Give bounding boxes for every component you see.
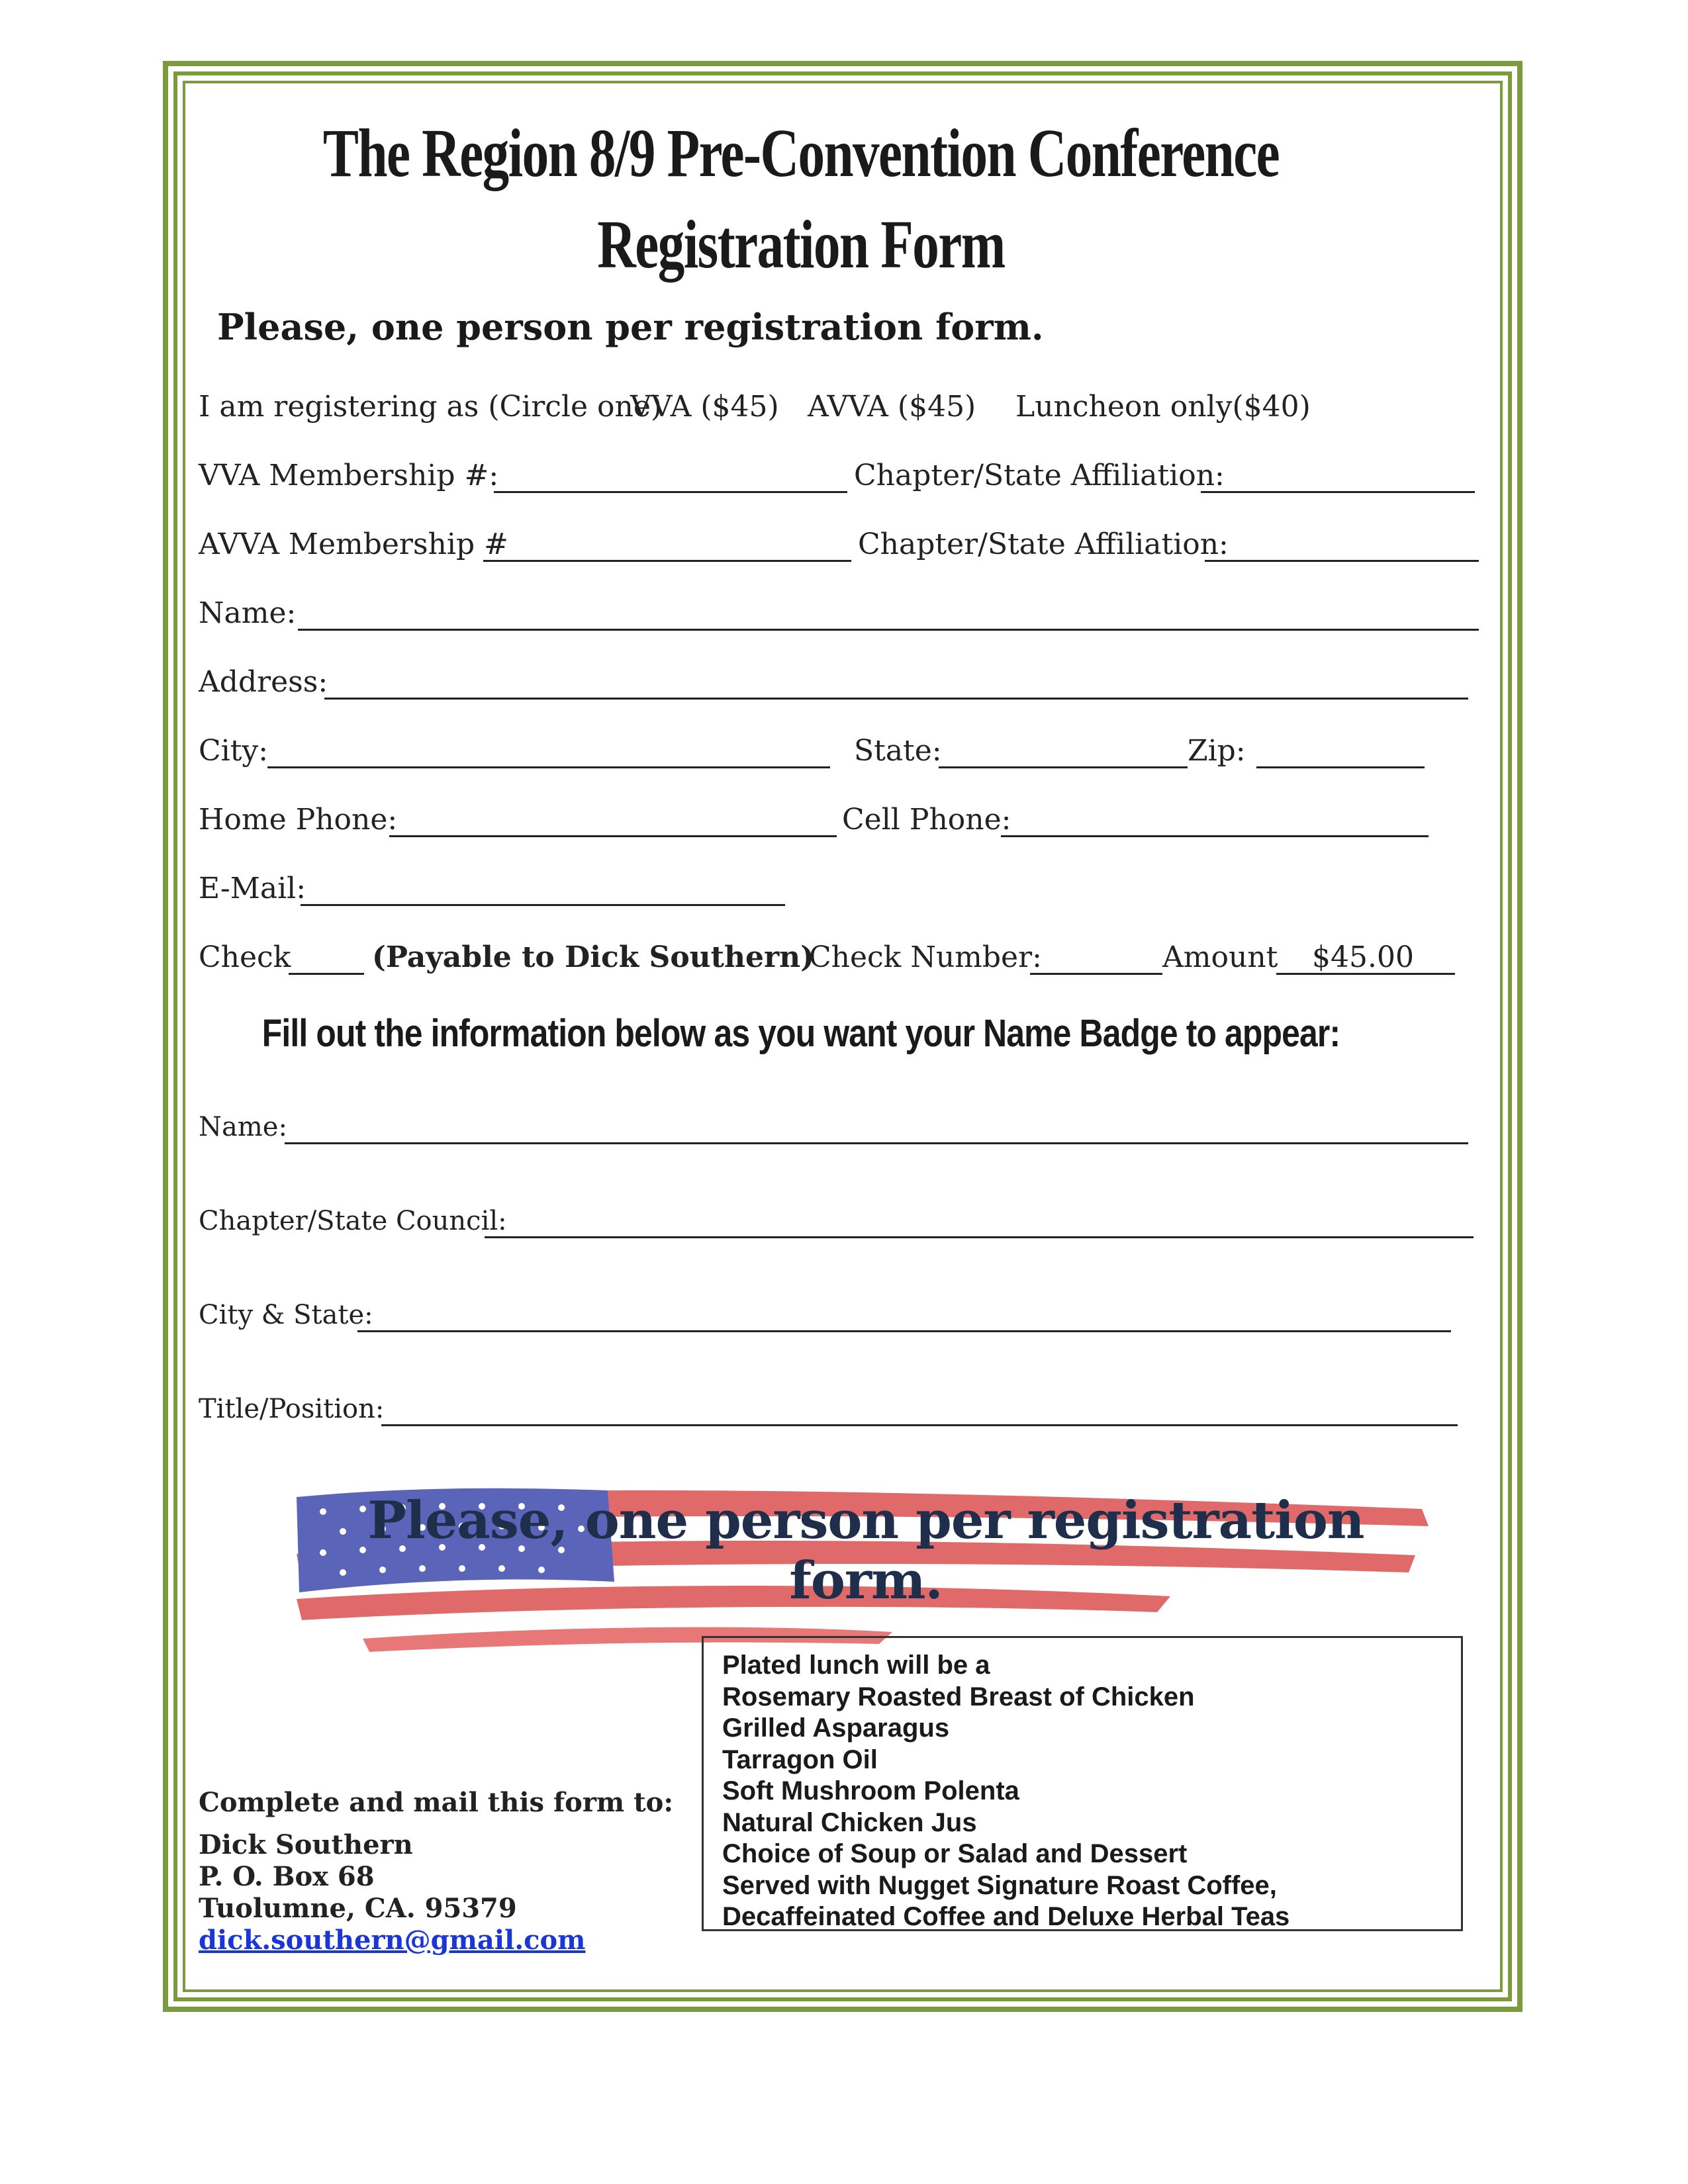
- banner-instruction: Please, one person per registration form.: [367, 1490, 1364, 1611]
- registering-as-label: I am registering as (Circle one): [199, 390, 663, 424]
- address-field[interactable]: [324, 698, 1468, 700]
- payment-row: [199, 934, 1489, 981]
- mailing-city-line: Tuolumne, CA. 95379: [199, 1893, 517, 1924]
- mailing-po-box: P. O. Box 68: [199, 1861, 375, 1892]
- badge-heading: Fill out the information below as you want your Name Badge to appear:: [261, 1012, 1340, 1055]
- home-phone-field[interactable]: [389, 835, 837, 837]
- lunch-menu-line: Natural Chicken Jus: [722, 1807, 977, 1837]
- lunch-menu-line: Grilled Asparagus: [722, 1713, 950, 1743]
- lunch-menu-line: Choice of Soup or Salad and Dessert: [722, 1839, 1188, 1868]
- amount-value: $45.00: [1312, 940, 1414, 974]
- lunch-menu-box: [702, 1636, 1463, 1931]
- lunch-menu-line: Decaffeinated Coffee and Deluxe Herbal Teas: [722, 1902, 1290, 1931]
- badge-city-state-row: [199, 1292, 1489, 1338]
- badge-title-label: Title/Position:: [199, 1394, 385, 1424]
- zip-field[interactable]: [1256, 766, 1425, 768]
- name-row: [199, 590, 1489, 637]
- lunch-menu-line: Served with Nugget Signature Roast Coffee,: [722, 1870, 1277, 1900]
- registering-as-row: [199, 384, 1489, 430]
- badge-name-label: Name:: [199, 1112, 287, 1142]
- vva-membership-row: [199, 453, 1489, 499]
- mailing-heading: Complete and mail this form to:: [199, 1787, 674, 1818]
- mailing-address-block: [199, 1787, 673, 1956]
- city-label: City:: [199, 734, 269, 768]
- badge-city-state-label: City & State:: [199, 1300, 373, 1330]
- lunch-menu-line: Rosemary Roasted Breast of Chicken: [722, 1682, 1195, 1711]
- badge-chapter-field[interactable]: [485, 1236, 1474, 1238]
- check-label: Check: [199, 940, 291, 974]
- lunch-menu-line: Soft Mushroom Polenta: [722, 1776, 1019, 1805]
- avva-membership-row: [199, 522, 1489, 568]
- check-number-field[interactable]: [1030, 973, 1162, 975]
- city-field[interactable]: [267, 766, 830, 768]
- amount-label: Amount: [1162, 940, 1278, 974]
- avva-chapter-affiliation-field[interactable]: [1205, 560, 1479, 562]
- vva-membership-label: VVA Membership #:: [199, 459, 499, 492]
- avva-chapter-affiliation-label: Chapter/State Affiliation:: [858, 527, 1229, 561]
- email-field[interactable]: [301, 904, 785, 906]
- address-row: [199, 659, 1489, 705]
- badge-chapter-row: [199, 1198, 1489, 1244]
- zip-label: Zip:: [1188, 734, 1246, 768]
- vva-chapter-affiliation-label: Chapter/State Affiliation:: [854, 459, 1225, 492]
- option-avva[interactable]: AVVA ($45): [808, 390, 976, 424]
- badge-title-row: [199, 1386, 1489, 1432]
- lunch-menu-line: Plated lunch will be a: [722, 1651, 990, 1680]
- name-field[interactable]: [298, 629, 1479, 631]
- address-label: Address:: [199, 665, 328, 699]
- option-vva[interactable]: VVA ($45): [630, 390, 779, 424]
- badge-name-row: [199, 1104, 1489, 1150]
- cell-phone-field[interactable]: [1001, 835, 1429, 837]
- state-label: State:: [854, 734, 942, 768]
- vva-chapter-affiliation-field[interactable]: [1201, 491, 1475, 493]
- form-subtitle: Registration Form: [597, 206, 1005, 283]
- one-person-instruction: Please, one person per registration form.: [217, 306, 1044, 348]
- mailing-name: Dick Southern: [199, 1829, 413, 1860]
- badge-title-field[interactable]: [381, 1424, 1458, 1426]
- city-state-zip-row: [199, 728, 1489, 774]
- email-label: E-Mail:: [199, 872, 306, 905]
- cell-phone-label: Cell Phone:: [842, 803, 1011, 837]
- option-luncheon-only[interactable]: Luncheon only($40): [1015, 390, 1311, 424]
- check-number-label: Check Number:: [809, 940, 1042, 974]
- badge-chapter-label: Chapter/State Council:: [199, 1206, 507, 1236]
- phone-row: [199, 797, 1489, 843]
- home-phone-label: Home Phone:: [199, 803, 398, 837]
- vva-membership-field[interactable]: [494, 491, 847, 493]
- state-field[interactable]: [939, 766, 1188, 768]
- check-field[interactable]: [289, 973, 364, 975]
- avva-membership-field[interactable]: [483, 560, 851, 562]
- lunch-menu-line: Tarragon Oil: [722, 1745, 878, 1774]
- form-title: The Region 8/9 Pre-Convention Conference: [322, 115, 1280, 191]
- name-label: Name:: [199, 596, 297, 630]
- avva-membership-label: AVVA Membership #: [199, 527, 508, 561]
- payable-note: (Payable to Dick Southern): [372, 940, 814, 974]
- badge-name-field[interactable]: [285, 1142, 1468, 1144]
- mailing-email-link[interactable]: dick.southern@gmail.com: [199, 1925, 586, 1956]
- email-row: [199, 866, 1489, 912]
- badge-city-state-field[interactable]: [357, 1330, 1451, 1332]
